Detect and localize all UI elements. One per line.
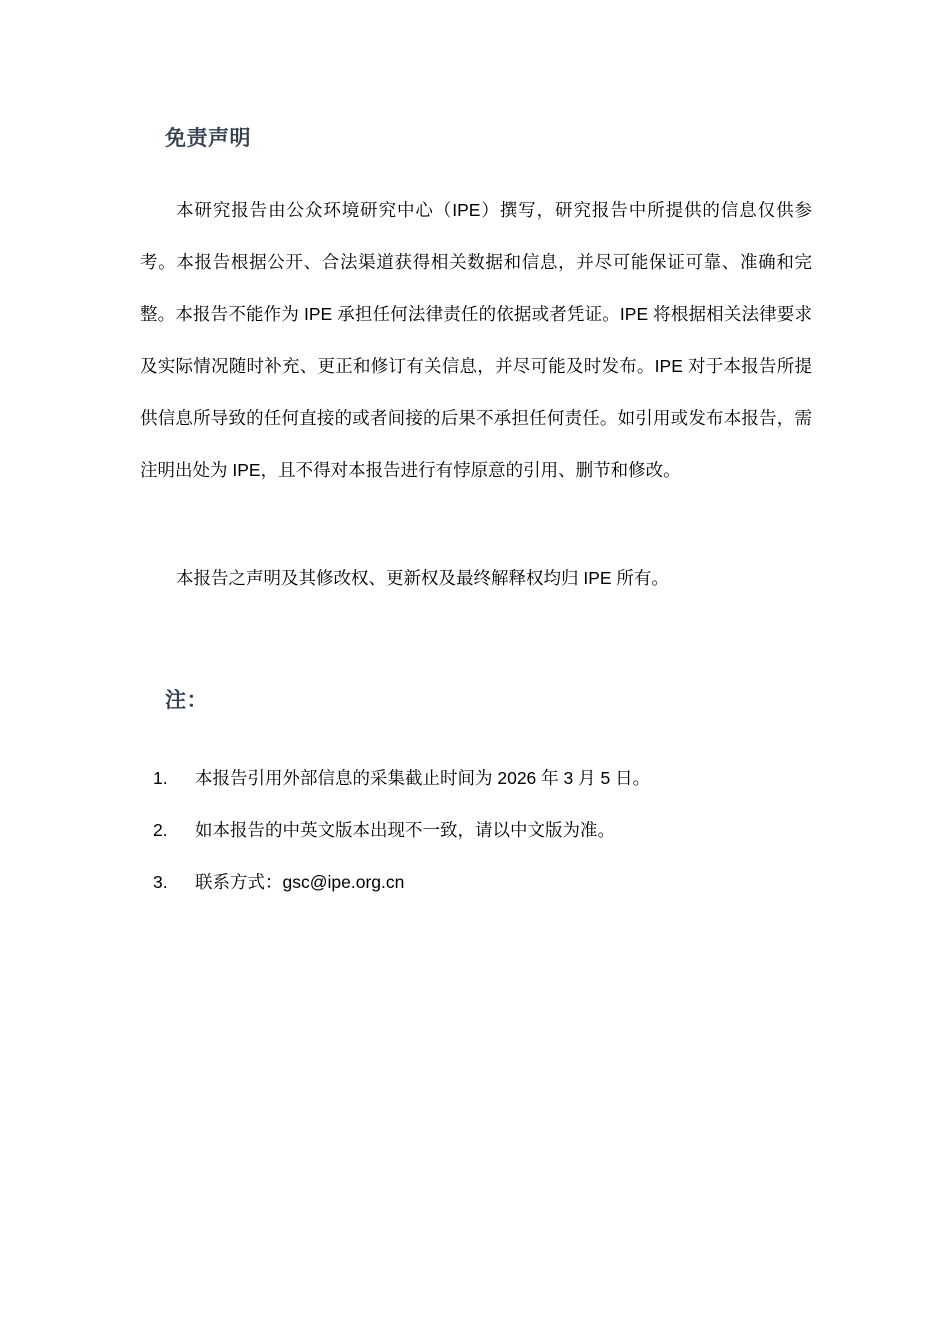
list-item [140,856,812,908]
disclaimer-paragraph-rights: 本报告之声明及其修改权、更新权及最终解释权均归 IPE 所有。 [176,568,669,588]
list-item-label: 本报告引用外部信息的采集截止时间为 2026 年 3 月 5 日。 [195,768,651,788]
list-item-marker: 1. [153,768,168,788]
list-item [140,804,812,856]
list-item [140,752,812,804]
notes-heading: 注： [165,689,208,712]
list-item-marker: 3. [153,872,168,892]
list-item-marker: 2. [153,820,168,840]
list-item-label: 联系方式：gsc@ipe.org.cn [195,872,405,892]
disclaimer-heading: 免责声明 [165,127,251,150]
notes-list [140,752,812,908]
list-item-label: 如本报告的中英文版本出现不一致，请以中文版为准。 [195,820,615,840]
disclaimer-paragraph-main: 本研究报告由公众环境研究中心（IPE）撰写，研究报告中所提供的信息仅供参考。本报告根据公开、合法渠道获得相关数据和信息，并尽可能保证可靠、准确和完整。本报告不能作为 IPE 承担任何法律责任的依据或者凭证。IPE 将根据相关法律要求及实际情况随时补充、更正和修订有关信息，并尽可能及时发布。IPE 对于本报告所提供信息所导致的任何直接的或者间接的后果不承担任何责任。如引用或发布本报告，需注明出处为 IPE，且不得对本报告进行有悖原意的引用、删节和修改。 [140,200,812,480]
